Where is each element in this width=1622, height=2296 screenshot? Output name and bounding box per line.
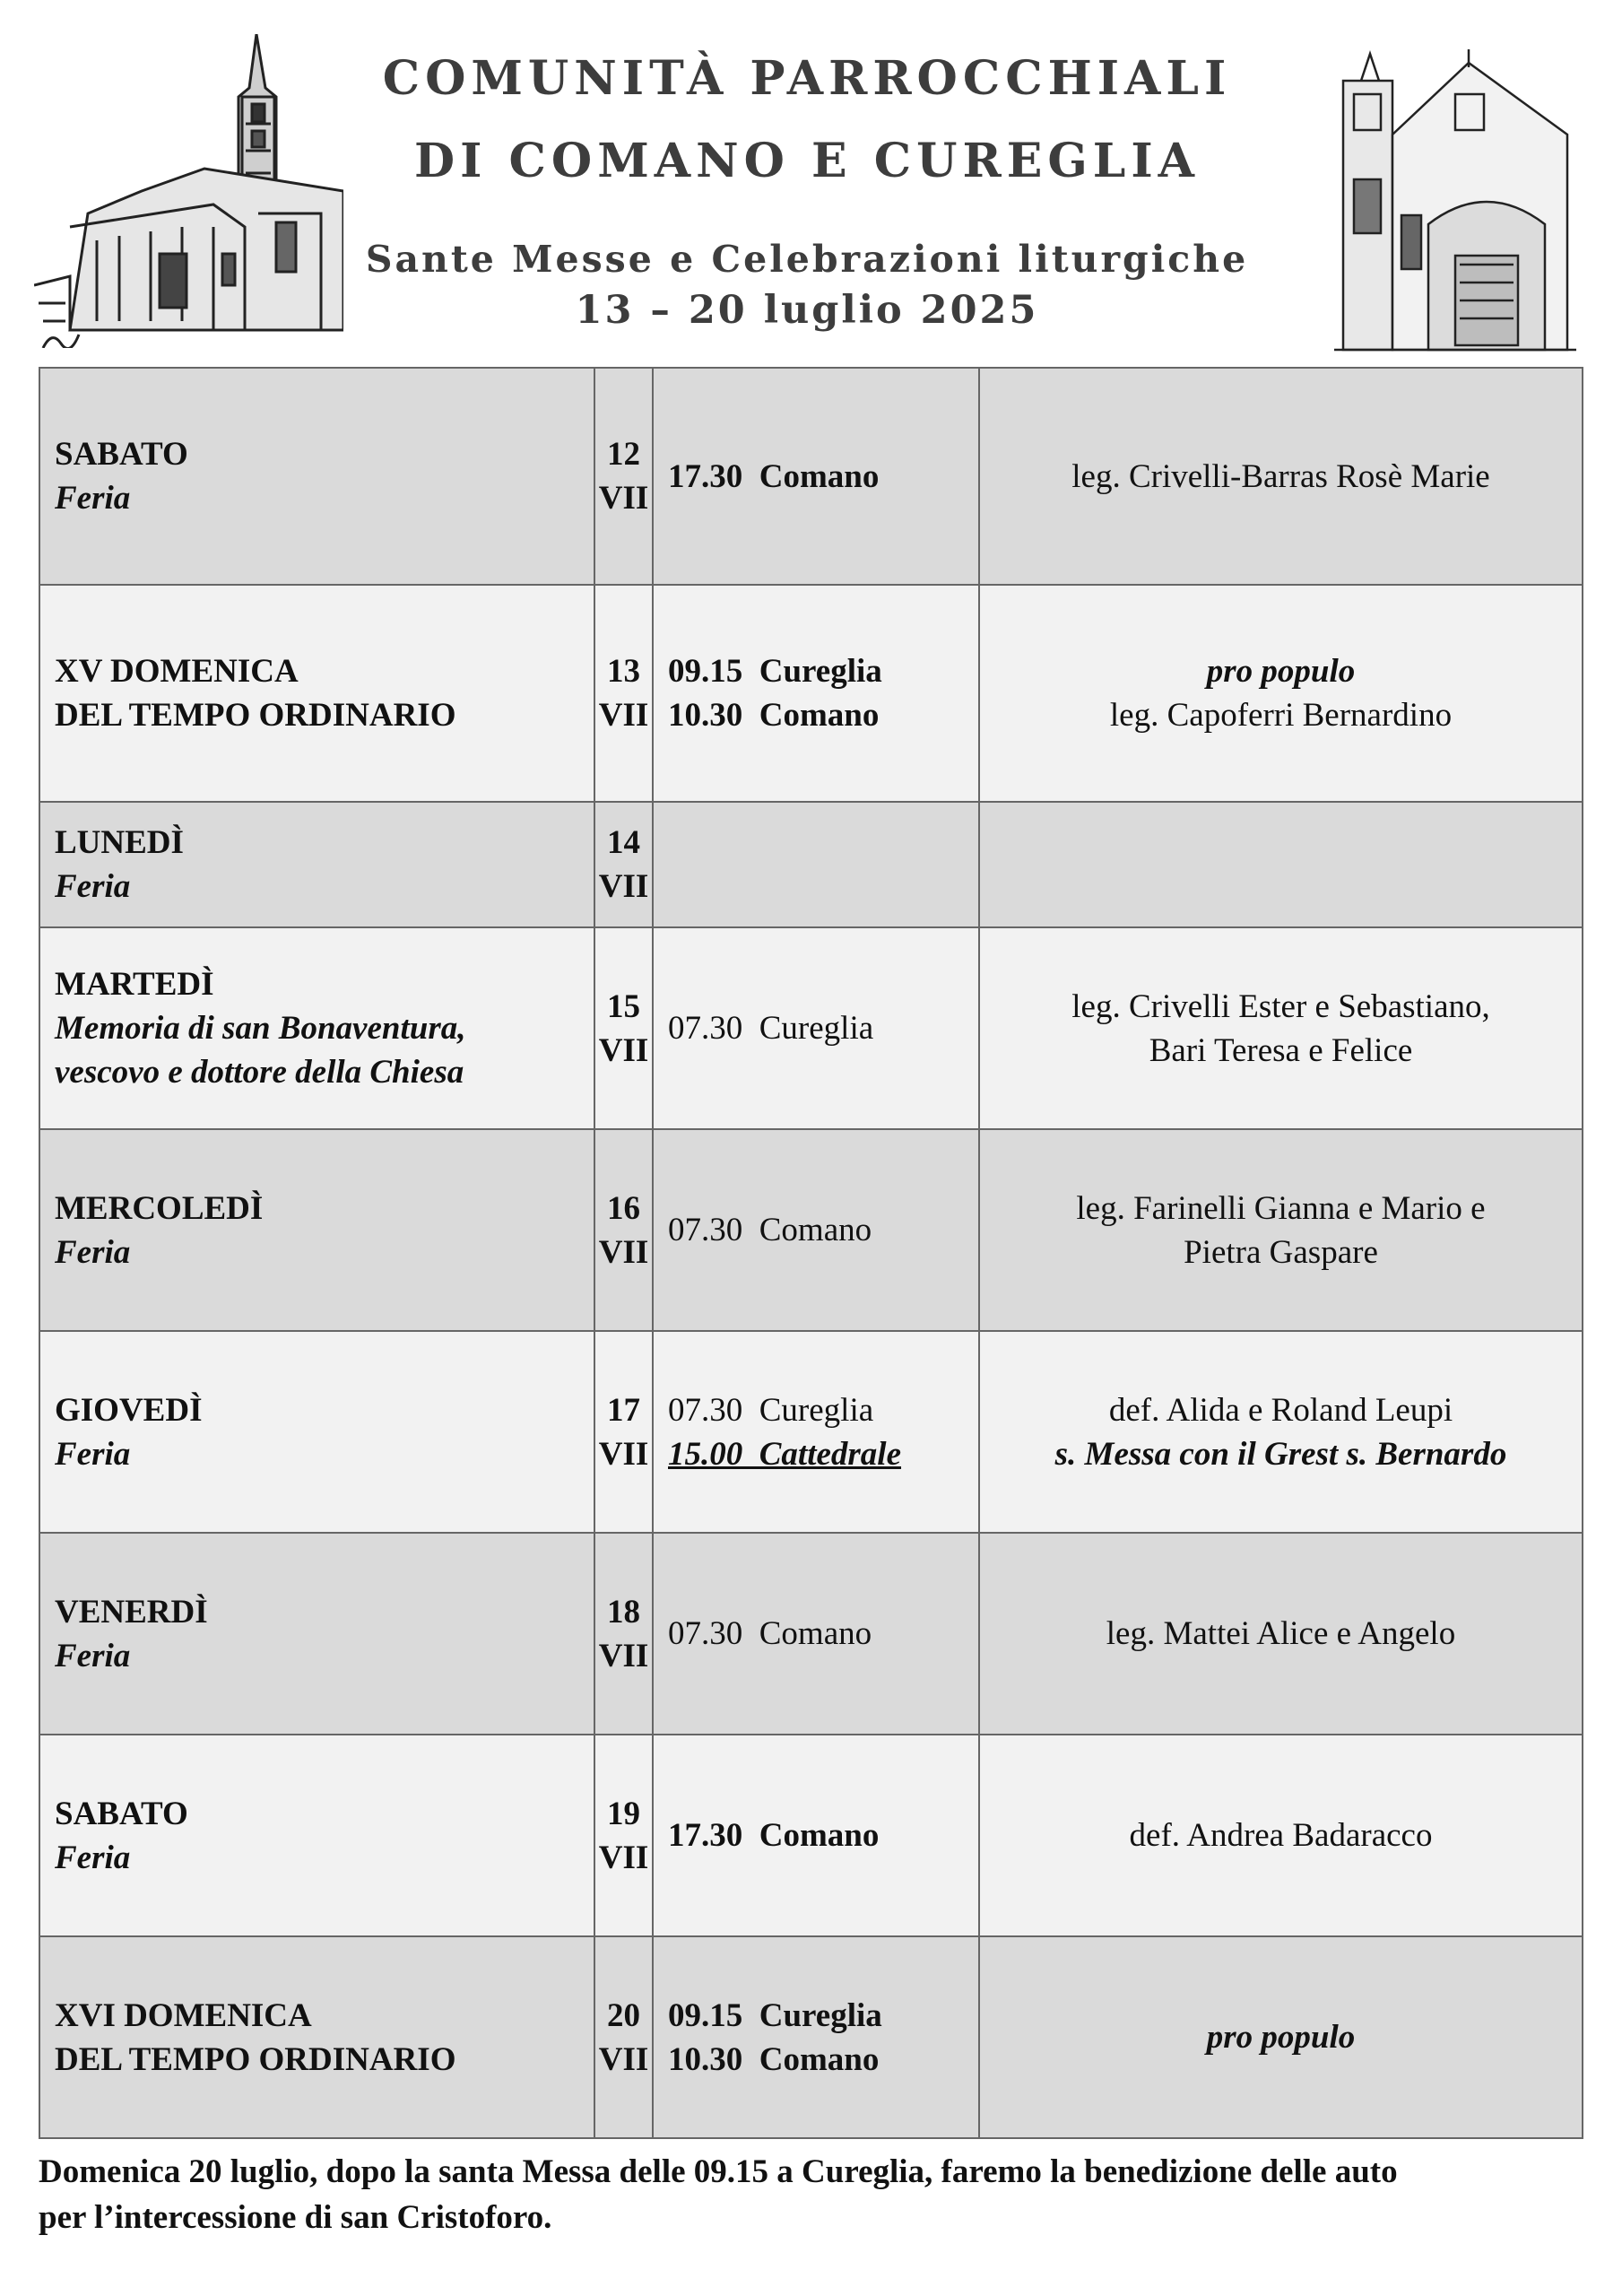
date-day: 20 — [607, 1996, 640, 2034]
day-name: XVI DOMENICA — [55, 1996, 312, 2034]
date-month: VII — [598, 1637, 649, 1674]
day-name-cont: DEL TEMPO ORDINARIO — [55, 2040, 456, 2078]
day-name-cont: DEL TEMPO ORDINARIO — [55, 697, 456, 734]
intention-cell — [979, 585, 1583, 802]
mass-intention: pro populo — [1206, 2019, 1356, 2056]
date-month: VII — [598, 1233, 649, 1271]
subtitle: Sante Messe e Celebrazioni liturgiche — [365, 238, 1249, 281]
schedule-row — [39, 585, 1583, 802]
liturgical-note: Memoria di san Bonaventura, — [55, 1010, 466, 1047]
date-month: VII — [598, 1031, 649, 1069]
day-name: VENERDÌ — [55, 1593, 208, 1631]
date-cell — [594, 1331, 653, 1533]
date-day: 18 — [607, 1593, 640, 1631]
date-day: 17 — [607, 1391, 640, 1429]
schedule-row — [39, 368, 1583, 585]
date-month: VII — [598, 697, 649, 734]
time-cell — [653, 585, 979, 802]
title-line2: DI COMANO E CUREGLIA — [413, 134, 1200, 188]
time-cell — [653, 1735, 979, 1936]
mass-schedule-table — [39, 367, 1583, 2139]
schedule-row — [39, 1331, 1583, 1533]
date-month: VII — [598, 480, 649, 517]
mass-intention: s. Messa con il Grest s. Bernardo — [1054, 1435, 1507, 1473]
day-cell — [39, 1533, 594, 1735]
day-name: SABATO — [55, 1795, 188, 1832]
date-month: VII — [598, 868, 649, 905]
mass-time: 10.30 Comano — [668, 2040, 880, 2078]
intention-cell — [979, 927, 1583, 1129]
date-day: 14 — [607, 824, 640, 861]
mass-time: 07.30 Comano — [668, 1212, 872, 1248]
time-cell — [653, 1533, 979, 1735]
date-day: 12 — [607, 436, 640, 473]
mass-time: 07.30 Comano — [668, 1615, 872, 1652]
mass-intention: def. Alida e Roland Leupi — [1108, 1391, 1453, 1429]
mass-time: 07.30 Cureglia — [668, 1391, 874, 1429]
church-left-image — [34, 34, 343, 348]
time-cell — [653, 802, 979, 927]
mass-time: 17.30 Comano — [668, 1817, 880, 1854]
day-name: SABATO — [55, 436, 188, 473]
time-cell — [653, 927, 979, 1129]
footer-line2: per l’intercessione di san Cristoforo. — [39, 2199, 552, 2236]
time-cell — [653, 1936, 979, 2138]
schedule-row — [39, 1735, 1583, 1936]
schedule-row — [39, 1533, 1583, 1735]
intention-cell — [979, 1129, 1583, 1331]
time-cell — [653, 368, 979, 585]
intention-cell — [979, 802, 1583, 927]
mass-time: 07.30 Cureglia — [668, 1010, 874, 1047]
mass-intention: leg. Crivelli Ester e Sebastiano, — [1071, 987, 1490, 1025]
day-name: LUNEDÌ — [55, 824, 184, 861]
date-cell — [594, 1129, 653, 1331]
date-cell — [594, 1533, 653, 1735]
day-name: XV DOMENICA — [55, 653, 299, 690]
mass-time: 09.15 Cureglia — [668, 1996, 882, 2034]
mass-time: 17.30 Comano — [668, 457, 880, 495]
liturgical-note: Feria — [55, 1839, 131, 1876]
date-cell — [594, 927, 653, 1129]
mass-intention: Pietra Gaspare — [1184, 1233, 1378, 1271]
footer-note — [39, 2149, 1590, 2240]
mass-intention: leg. Crivelli-Barras Rosè Marie — [1071, 457, 1490, 495]
date-day: 16 — [607, 1189, 640, 1227]
liturgical-note: Feria — [55, 480, 131, 517]
schedule-row — [39, 802, 1583, 927]
time-cell — [653, 1331, 979, 1533]
intention-cell — [979, 1735, 1583, 1936]
date-cell — [594, 802, 653, 927]
mass-time: 15.00 Cattedrale — [668, 1435, 902, 1473]
intention-cell — [979, 1331, 1583, 1533]
schedule-row — [39, 927, 1583, 1129]
date-cell — [594, 1735, 653, 1936]
schedule-row — [39, 1129, 1583, 1331]
liturgical-note: Feria — [55, 868, 131, 905]
liturgical-note: vescovo e dottore della Chiesa — [55, 1054, 464, 1091]
page-header — [0, 0, 1622, 359]
mass-intention: def. Andrea Badaracco — [1129, 1817, 1433, 1854]
title-line1: COMUNITÀ PARROCCHIALI — [382, 51, 1232, 106]
day-name: GIOVEDÌ — [55, 1391, 203, 1429]
mass-intention: leg. Mattei Alice e Angelo — [1106, 1615, 1456, 1652]
day-name: MERCOLEDÌ — [55, 1189, 264, 1227]
day-cell — [39, 1735, 594, 1936]
liturgical-note: Feria — [55, 1233, 131, 1271]
date-cell — [594, 368, 653, 585]
mass-intention: leg. Farinelli Gianna e Mario e — [1076, 1189, 1486, 1227]
day-cell — [39, 1936, 594, 2138]
mass-time: 10.30 Comano — [668, 697, 880, 734]
schedule-row — [39, 1936, 1583, 2138]
liturgical-note: Feria — [55, 1637, 131, 1674]
date-month: VII — [598, 2040, 649, 2078]
date-day: 19 — [607, 1795, 640, 1832]
day-cell — [39, 368, 594, 585]
day-cell — [39, 585, 594, 802]
footer-line1: Domenica 20 luglio, dopo la santa Messa delle 09.15 a Cureglia, faremo la benedizione delle auto — [39, 2153, 1398, 2190]
day-cell — [39, 802, 594, 927]
intention-cell — [979, 368, 1583, 585]
intention-cell — [979, 1533, 1583, 1735]
date-day: 13 — [607, 653, 640, 690]
mass-intention: pro populo — [1206, 653, 1356, 690]
day-name: MARTEDÌ — [55, 966, 214, 1003]
date-month: VII — [598, 1435, 649, 1473]
mass-intention: Bari Teresa e Felice — [1149, 1031, 1413, 1069]
date-cell — [594, 1936, 653, 2138]
intention-cell — [979, 1936, 1583, 2138]
day-cell — [39, 927, 594, 1129]
day-cell — [39, 1129, 594, 1331]
date-range: 13 – 20 luglio 2025 — [575, 288, 1039, 333]
chapel-right-image — [1334, 45, 1576, 354]
date-month: VII — [598, 1839, 649, 1876]
day-cell — [39, 1331, 594, 1533]
date-day: 15 — [607, 987, 640, 1025]
liturgical-note: Feria — [55, 1435, 131, 1473]
time-cell — [653, 1129, 979, 1331]
date-cell — [594, 585, 653, 802]
mass-time: 09.15 Cureglia — [668, 653, 882, 690]
mass-intention: leg. Capoferri Bernardino — [1109, 697, 1453, 734]
